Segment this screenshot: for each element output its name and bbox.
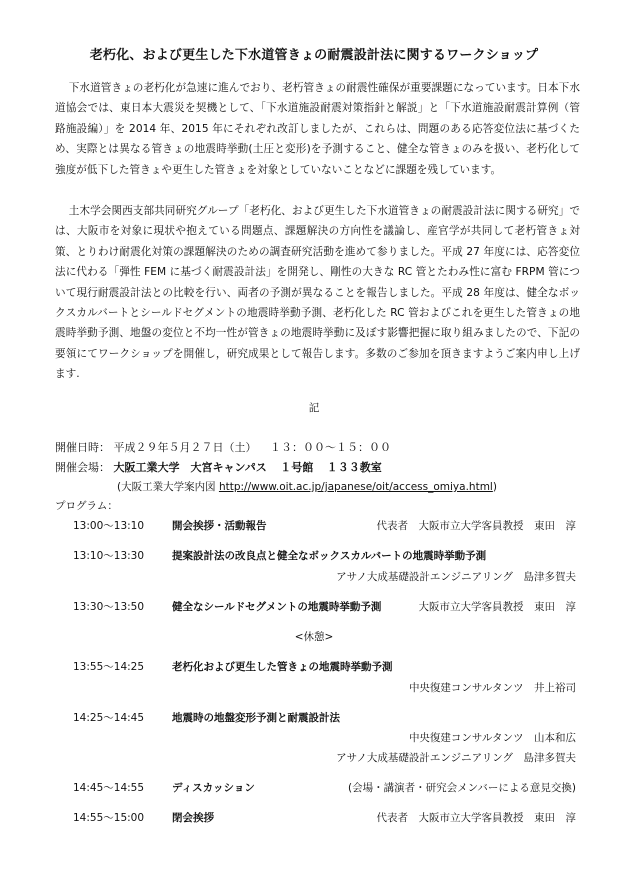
date-value: 平成２９年５月２７日（土） xyxy=(113,441,257,454)
map-line xyxy=(117,479,497,494)
page-title: 老朽化、および更生した下水道管きょの耐震設計法に関するワークショップ xyxy=(89,48,539,63)
session-5-speaker: 中央復建コンサルタンツ 山本和広 xyxy=(408,732,576,744)
session-6-speaker: (会場・講演者・研究会メンバーによる意見交換) xyxy=(348,782,576,794)
date-label: 開催日時： xyxy=(55,441,110,454)
session-1-speaker: 代表者 大阪市立大学客員教授 東田 淳 xyxy=(376,520,576,532)
session-3-speaker: 大阪市立大学客員教授 東田 淳 xyxy=(418,601,576,613)
time-value: １３：００～１５：００ xyxy=(270,441,391,454)
session-4-speaker: 中央復建コンサルタンツ 井上裕司 xyxy=(408,682,576,694)
venue-room: １３３教室 xyxy=(326,461,382,474)
map-prefix: (大阪工業大学案内図 xyxy=(117,481,219,493)
venue-line xyxy=(55,459,382,475)
session-6-time: 14:45～14:55 xyxy=(73,782,145,794)
session-7-time: 14:55～15:00 xyxy=(73,812,145,824)
session-5-title: 地震時の地盤変形予測と耐震設計法 xyxy=(172,712,340,724)
program-label: プログラム： xyxy=(55,500,118,512)
date-line xyxy=(55,439,391,455)
intro-paragraph-2: 土木学会関西支部共同研究グループ「老朽化、および更生した下水道管きょの耐震設計法に関する研究」では、大阪市を対象に現状や抱えている問題点、課題解決の方向性を議論し、産官学が共同して老朽管きょ対策、とりわけ耐震化対策の課題解決のための調査研究活動を進めて参りました。平成 27 年度には、応答変位法に代わる「弾性 FEM に基づく耐震設計法」を開発し、剛性の大きな RC 管とたわみ性に富む FRPM 管について現行耐震設計法との比較を行い、両者の予測が異なることを報告しました。平成 28 年度は、健全なボックスカルバートとシールドセグメントの地震時挙動予測、老朽化した RC 管およびこれを更生した管きょの地震時挙動予測、地盤の変位と不均一性が管きょの地震時挙動に及ぼす影響把握に取り組みましたので、下記の要領にてワークショップを開催し，研究成果として報告します。多数のご参加を頂きますようご案内申し上げます. xyxy=(55,205,580,381)
session-7-title: 閉会挨拶 xyxy=(172,812,214,824)
session-1-time: 13:00～13:10 xyxy=(73,520,145,532)
session-4-time: 13:55～14:25 xyxy=(73,661,145,673)
intro-paragraph-1: 下水道管きょの老朽化が急速に進んでおり、老朽管きょの耐震性確保が重要課題になっています。日本下水道協会では、東日本大震災を契機として、「下水道施設耐震対策指針と解説」と「下水道施設耐震計算例（管路施設編）」を 2014 年、2015 年にそれぞれ改訂しましたが、これらは、問題のある応答変位法に基づくため、実際とは異なる管きょの地震時挙動(土圧と変形)を予測すること、健全な管きょのみを扱い、老朽化して強度が低下した管きょや更生した管きょを対象としていないことなどに課題を残しています。 xyxy=(55,82,580,176)
session-4-title: 老朽化および更生した管きょの地震時挙動予測 xyxy=(172,661,393,673)
map-link[interactable]: http://www.oit.ac.jp/japanese/oit/access_omiya.html xyxy=(218,481,493,493)
session-2-speaker: アサノ大成基礎設計エンジニアリング 島津多賀夫 xyxy=(336,571,576,583)
break-label: <休憩> xyxy=(294,631,334,643)
session-2-time: 13:10～13:30 xyxy=(73,550,145,562)
session-6-title: ディスカッション xyxy=(172,782,255,794)
session-5-time: 14:25～14:45 xyxy=(73,712,145,724)
venue-label: 開催会場： xyxy=(55,461,110,474)
venue-name: 大阪工業大学 大宮キャンパス xyxy=(113,461,267,474)
venue-building: １号館 xyxy=(280,461,314,474)
notice-heading: 記 xyxy=(308,402,320,414)
session-3-time: 13:30～13:50 xyxy=(73,601,145,613)
session-7-speaker: 代表者 大阪市立大学客員教授 東田 淳 xyxy=(376,812,576,824)
session-2-title: 提案設計法の改良点と健全なボックスカルバートの地震時挙動予測 xyxy=(172,550,487,562)
session-1-title: 開会挨拶・活動報告 xyxy=(172,520,267,532)
map-suffix: ) xyxy=(492,481,497,493)
session-3-title: 健全なシールドセグメントの地震時挙動予測 xyxy=(172,601,382,613)
session-5-speaker-2: アサノ大成基礎設計エンジニアリング 島津多賀夫 xyxy=(336,752,576,764)
